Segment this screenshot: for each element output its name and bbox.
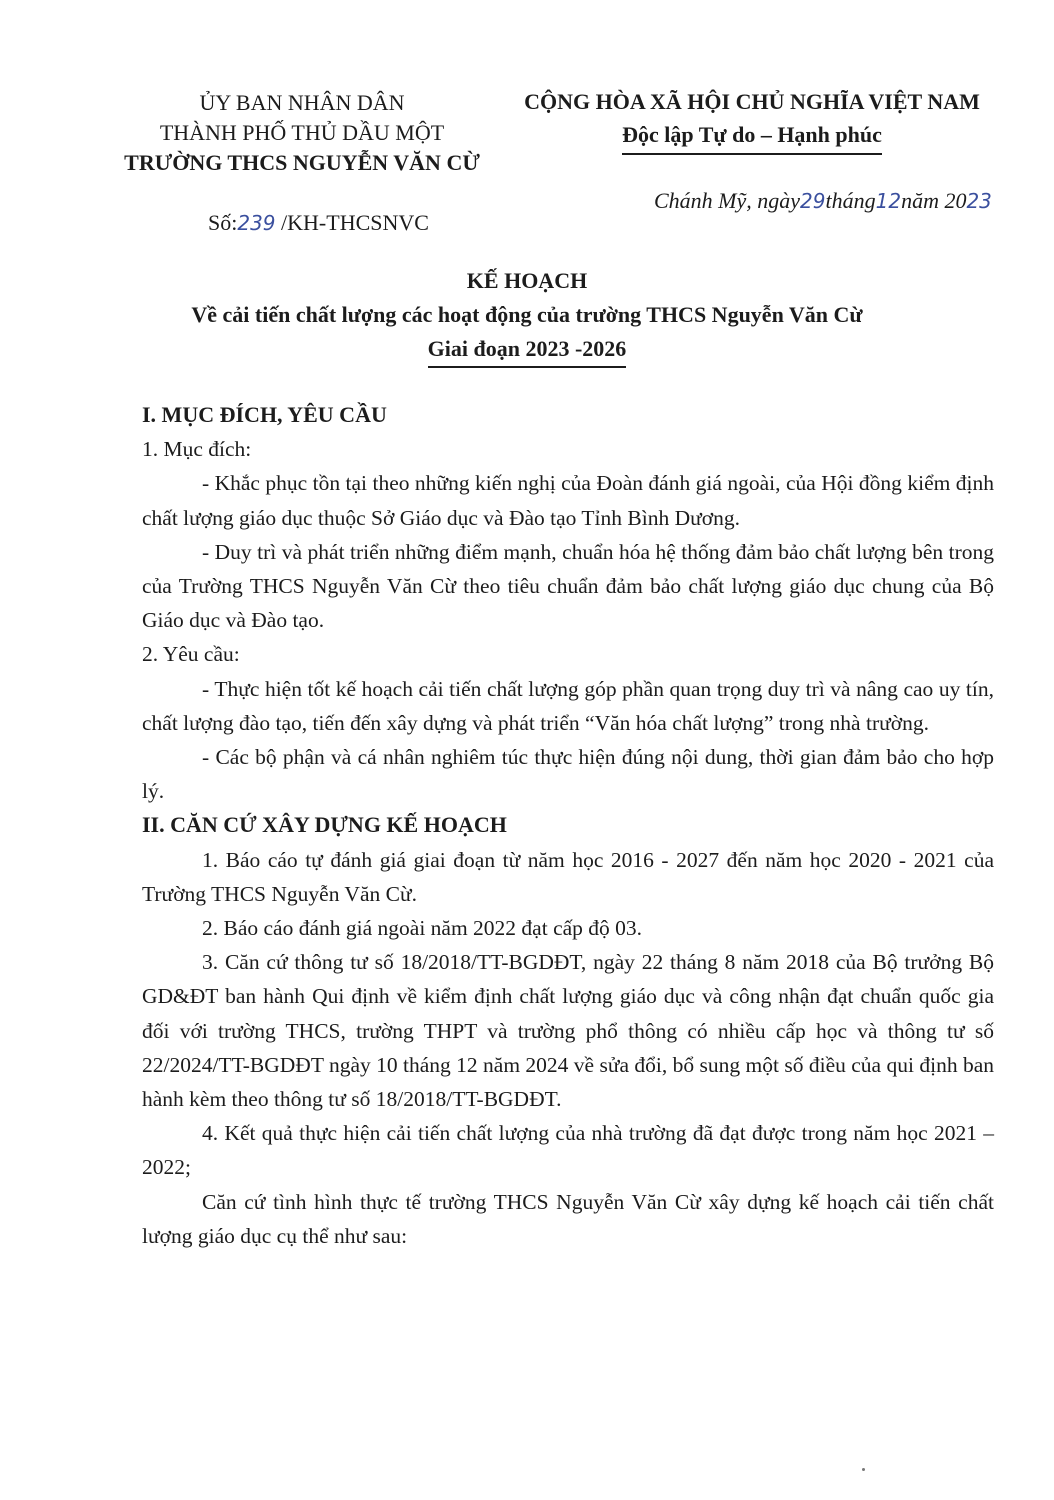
date-day: 29 [800,189,826,213]
section-1-paragraph-3: - Thực hiện tốt kế hoạch cải tiến chất lượng góp phần quan trọng duy trì và nâng cao uy tín, chất lượng đào tạo, tiến đến xây dựng và phát triển “Văn hóa chất lượng” trong nhà trường. [142,676,994,735]
doc-number-prefix: Số: [208,210,238,235]
school-name: TRƯỜNG THCS NGUYỄN VĂN CỪ [124,150,480,175]
date-month: 12 [875,189,902,213]
section-2-paragraph-4: 4. Kết quả thực hiện cải tiến chất lượng của nhà trường đã đạt được trong năm học 2021 – 2022; [142,1121,994,1180]
issuing-authority-block [112,88,492,178]
authority-line-1: ỦY BAN NHÂN DÂN [199,90,405,115]
authority-line-2: THÀNH PHỐ THỦ DẦU MỘT [159,120,445,145]
section-1-sub-2: 2. Yêu cầu: [142,642,240,667]
document-number [208,210,429,236]
scan-speck [862,1468,865,1471]
section-1-paragraph-1: - Khắc phục tồn tại theo những kiến nghị của Đoàn đánh giá ngoài, của Hội đồng kiểm định chất lượng giáo dục thuộc Sở Giáo dục và Đào tạo Tỉnh Bình Dương. [142,471,994,530]
section-2-paragraph-1: 1. Báo cáo tự đánh giá giai đoạn từ năm học 2016 - 2027 đến năm học 2020 - 2021 của Trường THCS Nguyễn Văn Cừ. [142,847,994,906]
document-title [100,264,954,368]
date-year-suffix: 23 [966,189,992,213]
date-prefix: Chánh Mỹ, ngày [654,188,801,213]
title-line-1: KẾ HOẠCH [466,268,588,293]
national-motto: Độc lập Tự do – Hạnh phúc [622,118,882,155]
section-1-paragraph-4: - Các bộ phận và cá nhân nghiêm túc thực hiện đúng nội dung, thời gian đảm bảo cho hợp lý. [142,745,994,804]
section-1-sub-1: 1. Mục đích: [142,437,252,462]
document-body [142,398,994,1253]
section-1-heading: I. MỤC ĐÍCH, YÊU CẦU [142,402,387,427]
date-year-label: năm 20 [901,188,967,213]
title-line-2: Về cải tiến chất lượng các hoạt động của trường THCS Nguyễn Văn Cừ [191,302,863,327]
section-2-paragraph-3: 3. Căn cứ thông tư số 18/2018/TT-BGDĐT, ngày 22 tháng 8 năm 2018 của Bộ trưởng Bộ GD&ĐT ban hành Qui định về kiểm định chất lượng giáo dục và công nhận đạt chuẩn quốc gia đối với trường THCS, trường THPT và trường phổ thông có nhiều cấp học và thông tư số 22/2024/TT-BGDĐT ngày 10 tháng 12 năm 2024 về sửa đổi, bổ sung một số điều của qui định ban hành kèm theo thông tư số 18/2018/TT-BGDĐT. [142,950,994,1112]
doc-number-suffix: /KH-THCSNVC [275,210,429,235]
doc-number-value: 239 [237,211,276,235]
section-2-heading: II. CĂN CỨ XÂY DỰNG KẾ HOẠCH [142,812,507,838]
section-2-paragraph-5: Căn cứ tình hình thực tế trường THCS Nguyễn Văn Cừ xây dựng kế hoạch cải tiến chất lượng giáo dục cụ thể như sau: [142,1189,994,1248]
section-1-paragraph-2: - Duy trì và phát triển những điểm mạnh, chuẩn hóa hệ thống đảm bảo chất lượng bên trong của Trường THCS Nguyễn Văn Cừ theo tiêu chuẩn đảm bảo chất lượng giáo dục chung của Bộ Giáo dục và Đào tạo. [142,539,994,633]
date-line [654,188,992,214]
date-month-label: tháng [825,188,876,213]
title-line-3: Giai đoạn 2023 -2026 [428,332,627,368]
republic-name: CỘNG HÒA XÃ HỘI CHỦ NGHĨA VIỆT NAM [524,89,980,114]
national-title-block [512,86,992,155]
section-2-paragraph-2: 2. Báo cáo đánh giá ngoài năm 2022 đạt cấp độ 03. [202,916,643,941]
